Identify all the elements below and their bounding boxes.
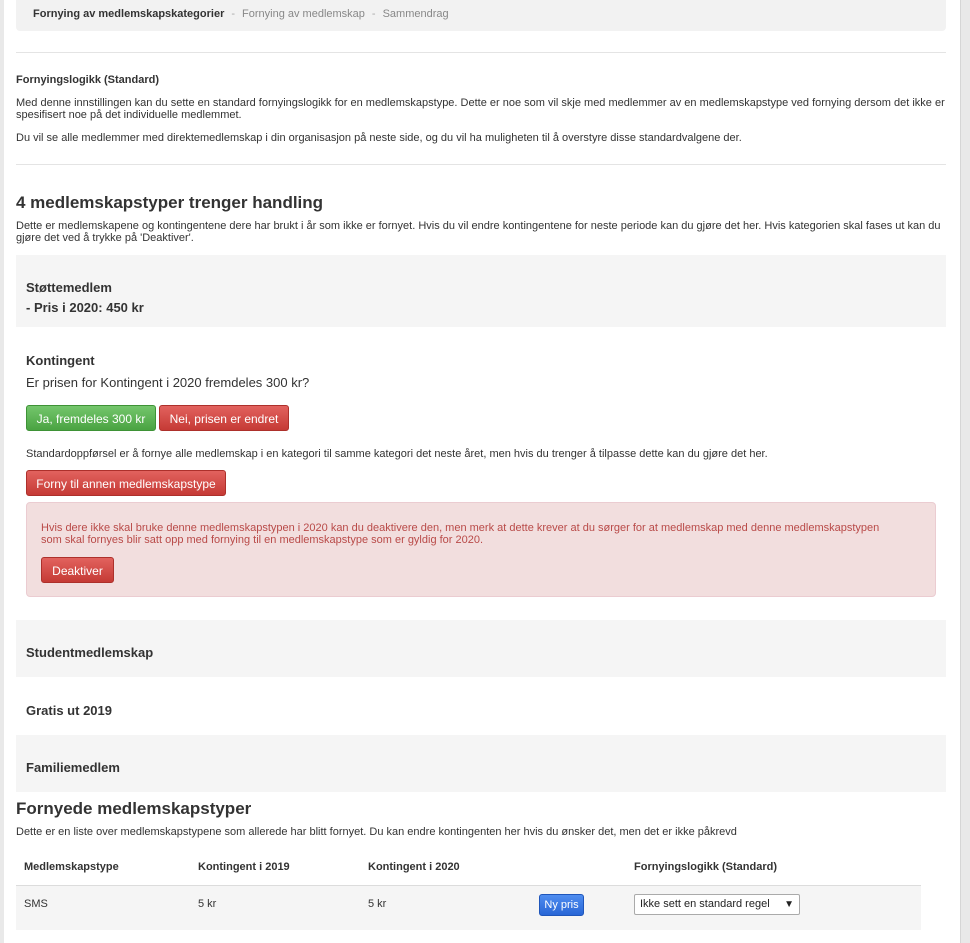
renew-other-type-button[interactable]: Forny til annen medlemskapstype (26, 470, 226, 496)
membership-type-name: Familiemedlem (26, 760, 120, 775)
divider (16, 164, 946, 165)
breadcrumb-separator: - (371, 8, 376, 20)
cell-type: SMS (24, 898, 48, 910)
confirm-price-button[interactable]: Ja, fremdeles 300 kr (26, 405, 156, 431)
renewed-text: Dette er en liste over medlemskapstypene som allerede har blitt fornyet. Du kan endre kontingenten her hvis du ønsker det, men det er ikke påkrevd (16, 826, 737, 838)
membership-type-row[interactable] (16, 735, 946, 792)
kontingent-label: Kontingent (26, 353, 95, 368)
membership-type-row[interactable] (16, 620, 946, 677)
membership-type-name: Støttemedlem (26, 280, 112, 295)
default-logic-heading: Fornyingslogikk (Standard) (16, 74, 160, 86)
deactivate-button[interactable]: Deaktiver (41, 557, 114, 583)
breadcrumb-step-summary: Sammendrag (382, 8, 449, 20)
new-price-button[interactable]: Ny pris (539, 894, 584, 916)
column-header-2019: Kontingent i 2019 (198, 861, 290, 873)
cell-kontingent-2020: 5 kr (368, 898, 387, 910)
column-header-logic: Fornyingslogikk (Standard) (634, 861, 778, 873)
deactivate-alert (26, 502, 936, 597)
default-logic-text: Med denne innstillingen kan du sette en standard fornyingslogikk for en medlemskapstype. Dette er noe som vil skje med medlemmer av en medlemskapstype ved fornying dersom det ikke er spesifisert noe på det individuelle medlemmet. (16, 97, 945, 121)
renewal-logic-selected: Ikke sett en standard regel (640, 898, 770, 910)
membership-type-name: Gratis ut 2019 (26, 703, 112, 718)
action-heading: 4 medlemskapstyper trenger handling (16, 193, 324, 212)
dropdown-arrow-icon: ▼ (784, 899, 794, 910)
renewal-logic-select[interactable] (634, 894, 800, 915)
breadcrumb-step-categories: Fornying av medlemskapskategorier (33, 8, 225, 20)
column-header-2020: Kontingent i 2020 (368, 861, 460, 873)
membership-type-price: - Pris i 2020: 450 kr (26, 300, 144, 315)
membership-type-name: Studentmedlemskap (26, 645, 154, 660)
price-changed-button[interactable]: Nei, prisen er endret (159, 405, 289, 431)
page (4, 0, 961, 943)
renewed-heading: Fornyede medlemskapstyper (16, 799, 252, 818)
breadcrumb (16, 0, 946, 31)
membership-type-header[interactable] (16, 255, 946, 327)
divider (16, 52, 946, 53)
action-text: Dette er medlemskapene og kontingentene dere har brukt i år som ikke er fornyet. Hvis du vil endre kontingentene for neste periode kan du gjøre det her. Hvis kategorien skal fases ut kan du gjøre det ved å trykke på 'Deaktiver'. (16, 220, 941, 244)
breadcrumb-step-renewal: Fornying av medlemskap (242, 8, 365, 20)
price-question: Er prisen for Kontingent i 2020 fremdeles 300 kr? (26, 375, 310, 390)
deactivate-alert-text: Hvis dere ikke skal bruke denne medlemskapstypen i 2020 kan du deaktivere den, men merk at dette krever at du sørger for at medlemskap med denne medlemskapstypen som skal fornyes blir satt opp med fornying til en medlemskapstype som er gyldig for 2020. (41, 522, 880, 546)
membership-type-row[interactable] (16, 678, 946, 734)
default-logic-note: Du vil se alle medlemmer med direktemedlemskap i din organisasjon på neste side, og du vil ha muligheten til å overstyre disse standardvalgene der. (16, 132, 742, 144)
cell-kontingent-2019: 5 kr (198, 898, 217, 910)
column-header-type: Medlemskapstype (24, 861, 119, 873)
breadcrumb-separator: - (231, 8, 236, 20)
standard-behaviour-text: Standardoppførsel er å fornye alle medlemskap i en kategori til samme kategori det neste året, men hvis du trenger å tilpasse dette kan du gjøre det her. (26, 448, 768, 460)
